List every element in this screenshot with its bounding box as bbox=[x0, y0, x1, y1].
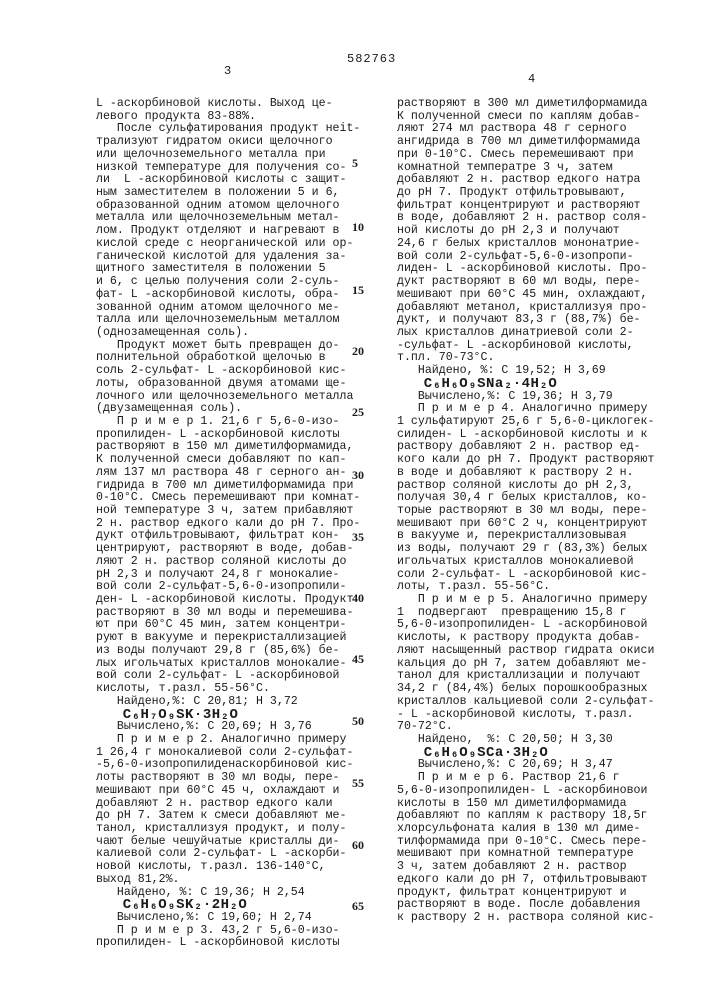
text-line: ют при 60°С 45 мин, затем концентри- bbox=[96, 619, 360, 632]
text-line: раствору добавляют 2 н. раствор ед- bbox=[397, 441, 654, 454]
text-line: 1 подвергают превращению 15,8 г bbox=[397, 607, 654, 620]
chemical-formula: C₆H₇O₉SK·3H₂O bbox=[96, 709, 360, 722]
text-line: После сульфатирования продукт неit- bbox=[96, 123, 360, 136]
text-line: К полученной смеси по каплям добав- bbox=[397, 111, 654, 124]
page-number-left: 3 bbox=[224, 64, 232, 78]
text-line: мешивают при 60°С 45 ч, охлаждают и bbox=[96, 785, 360, 798]
text-line: - L -аскорбиновой кислоты, т.разл. bbox=[397, 709, 654, 722]
text-line: Найдено, %: С 19,52; Н 3,69 bbox=[397, 365, 654, 378]
text-line: Продукт может быть превращен до- bbox=[96, 340, 360, 353]
text-line: кислоты, к раствору продукта добав- bbox=[397, 632, 654, 645]
text-line: П р и м е р 3. 43,2 г 5,6-0-изо- bbox=[96, 925, 360, 938]
text-line: пропилиден- L -аскорбиновой кислоты bbox=[96, 429, 360, 442]
text-line: едкого кали до рН 7, отфильтровывают bbox=[397, 874, 654, 887]
text-line: лых кристаллов динатриевой соли 2- bbox=[397, 327, 654, 340]
line-number: 55 bbox=[352, 776, 364, 791]
text-line: зованной одним атомом щелочного ме- bbox=[96, 302, 360, 315]
text-line: L -аскорбиновой кислоты. Выход це- bbox=[96, 98, 360, 111]
text-line: Вычислено,%: С 20,69; Н 3,76 bbox=[96, 721, 360, 734]
text-line: выход 81,2%. bbox=[96, 874, 360, 887]
text-line: низкой температуре для получения со- bbox=[96, 162, 360, 175]
text-line: вой соли 2-сульфат-5,6-0-изопропи- bbox=[397, 251, 654, 264]
text-line: лых игольчатых кристаллов монокалие- bbox=[96, 658, 360, 671]
text-line: до рН 7. Продукт отфильтровывают, bbox=[397, 187, 654, 200]
text-line: 34,2 г (84,4%) белых порошкообразных bbox=[397, 683, 654, 696]
text-line: танол, кристаллизуя продукт, и полу- bbox=[96, 823, 360, 836]
text-line: П р и м е р 4. Аналогично примеру bbox=[397, 403, 654, 416]
text-line: 5,6-0-изопропилиден- L -аскорбиновои bbox=[397, 785, 654, 798]
text-line: хлорсульфоната калия в 130 мл диме- bbox=[397, 823, 654, 836]
text-line: дукт, и получают 83,3 г (88,7%) бе- bbox=[397, 314, 654, 327]
text-line: 5,6-0-изопропилиден- L -аскорбиновой bbox=[397, 619, 654, 632]
text-line: добавляют метанол, кристаллизуя про- bbox=[397, 302, 654, 315]
text-line: соль 2-сульфат- L -аскорбиновой кис- bbox=[96, 365, 360, 378]
text-line: соли 2-сульфат- L -аскорбиновой кис- bbox=[397, 569, 654, 582]
text-line: 1 26,4 г монокалиевой соли 2-сульфат- bbox=[96, 747, 360, 760]
text-line: кристаллов кальциевой соли 2-сульфат- bbox=[397, 696, 654, 709]
line-number: 45 bbox=[352, 652, 364, 667]
text-line: 3 ч, затем добавляют 2 н. раствор bbox=[397, 861, 654, 874]
text-line: центрируют, растворяют в воде, добав- bbox=[96, 543, 360, 556]
text-line: ляют 2 н. раствор соляной кислоты до bbox=[96, 556, 360, 569]
text-line: (однозамещенная соль). bbox=[96, 327, 360, 340]
text-line: Найдено, %: С 19,36; Н 2,54 bbox=[96, 887, 360, 900]
text-line: гидрида в 700 мл диметилформамида при bbox=[96, 480, 360, 493]
text-line: трализуют гидратом окиси щелочного bbox=[96, 136, 360, 149]
text-line: рН 2,3 и получают 24,8 г монокалие- bbox=[96, 569, 360, 582]
text-line: добавляют по каплям к раствору 18,5г bbox=[397, 810, 654, 823]
text-line: 24,6 г белых кристаллов мононатрие- bbox=[397, 238, 654, 251]
line-number: 30 bbox=[352, 468, 364, 483]
text-line: ден- L -аскорбиновой кислоты. Продукт bbox=[96, 594, 360, 607]
patent-number: 582763 bbox=[347, 52, 396, 66]
text-line: руют в вакууме и перекристаллизацией bbox=[96, 632, 360, 645]
text-line: Вычислено,%: С 19,60; Н 2,74 bbox=[96, 912, 360, 925]
text-line: образованной одним атомом щелочного bbox=[96, 200, 360, 213]
text-line: комнатной температре 3 ч, затем bbox=[397, 162, 654, 175]
text-line: Вычислено,%: С 20,69; Н 3,47 bbox=[397, 759, 654, 772]
line-number: 15 bbox=[352, 283, 364, 298]
text-line: растворяют в 300 мл диметилформамида bbox=[397, 98, 654, 111]
text-line: из воды получают 29,8 г (85,6%) бе- bbox=[96, 645, 360, 658]
text-line: лоты, образованной двумя атомами ще- bbox=[96, 378, 360, 391]
text-line: кальция до рН 7, затем добавляют ме- bbox=[397, 658, 654, 671]
text-line: кислоты, т.разл. 55-56°С. bbox=[96, 683, 360, 696]
text-line: П р и м е р 1. 21,6 г 5,6-0-изо- bbox=[96, 416, 360, 429]
text-line: лочного или щелочноземельного металла bbox=[96, 391, 360, 404]
text-line: мешивают при 60°С 45 мин, охлаждают, bbox=[397, 289, 654, 302]
text-line: 2 н. раствор едкого кали до рН 7. Про- bbox=[96, 518, 360, 531]
text-line: растворяют в воде. После добавления bbox=[397, 899, 654, 912]
text-line: кислой среде с неорганической или ор- bbox=[96, 238, 360, 251]
text-line: лоты, т.разл. 55-56°С. bbox=[397, 581, 654, 594]
line-number: 25 bbox=[352, 405, 364, 420]
text-line: лом. Продукт отделяют и нагревают в bbox=[96, 225, 360, 238]
text-line: чают белые чешуйчатые кристаллы ди- bbox=[96, 836, 360, 849]
text-line: получая 30,4 г белых кристаллов, ко- bbox=[397, 492, 654, 505]
page-number-right: 4 bbox=[528, 72, 536, 86]
text-line: ляют 274 мл раствора 48 г серного bbox=[397, 123, 654, 136]
text-line: вой соли 2-сульфат- L -аскорбиновой bbox=[96, 670, 360, 683]
text-line: мешивают при 60°С 2 ч, концентрируют bbox=[397, 518, 654, 531]
text-line: Найдено,%: С 20,81; Н 3,72 bbox=[96, 696, 360, 709]
text-line: фат- L -аскорбиновой кислоты, обра- bbox=[96, 289, 360, 302]
text-line: 0-10°С. Смесь перемешивают при комнат- bbox=[96, 492, 360, 505]
text-line: щитного заместителя в положении 5 bbox=[96, 263, 360, 276]
text-line: раствор соляной кислоты до рН 2,3, bbox=[397, 480, 654, 493]
text-line: Вычислено,%: С 19,36; Н 3,79 bbox=[397, 391, 654, 404]
text-line: полнительной обработкой щелочью в bbox=[96, 352, 360, 365]
line-number: 5 bbox=[352, 156, 358, 171]
text-line: калиевой соли 2-сульфат- L -аскорби- bbox=[96, 848, 360, 861]
text-line: т.пл. 70-73°С. bbox=[397, 352, 654, 365]
text-line: в воде и добавляют к раствору 2 н. bbox=[397, 467, 654, 480]
text-line: силиден- L -аскорбиновой кислоты и к bbox=[397, 429, 654, 442]
text-line: добавляют 2 н. раствор едкого натра bbox=[397, 174, 654, 187]
text-line: ангидрида в 700 мл диметилформамида bbox=[397, 136, 654, 149]
text-line: П р и м е р 5. Аналогично примеру bbox=[397, 594, 654, 607]
text-line: в вакууме и, перекристаллизовывая bbox=[397, 530, 654, 543]
text-line: П р и м е р 2. Аналогично примеру bbox=[96, 734, 360, 747]
text-line: металла или щелочноземельным метал- bbox=[96, 212, 360, 225]
chemical-formula: C₆H₆O₉SCa·3H₂O bbox=[397, 747, 654, 760]
line-number: 60 bbox=[352, 838, 364, 853]
text-line: вой соли 2-сульфат-5,6-0-изопропили- bbox=[96, 581, 360, 594]
line-number: 10 bbox=[352, 220, 364, 235]
text-line: тилформамида при 0-10°С. Смесь пере- bbox=[397, 836, 654, 849]
text-line: пропилиден- L -аскорбиновой кислоты bbox=[96, 937, 360, 950]
text-line: ли L -аскорбиновой кислоты с защит- bbox=[96, 174, 360, 187]
text-line: фильтрат концентрируют и растворяют bbox=[397, 200, 654, 213]
text-line: мешивают при комнатной температуре bbox=[397, 848, 654, 861]
text-line: ганической кислотой для удаления за- bbox=[96, 251, 360, 264]
chemical-formula: C₆H₆O₉SK₂·2H₂O bbox=[96, 899, 360, 912]
text-line: лиден- L -аскорбиновой кислоты. Про- bbox=[397, 263, 654, 276]
text-line: при 0-10°С. Смесь перемешивают при bbox=[397, 149, 654, 162]
text-line: торые растворяют в 30 мл воды, пере- bbox=[397, 505, 654, 518]
text-line: кислоты в 150 мл диметилформамида bbox=[397, 798, 654, 811]
text-line: дукт растворяют в 60 мл воды, пере- bbox=[397, 276, 654, 289]
text-line: растворяют в 30 мл воды и перемешива- bbox=[96, 607, 360, 620]
text-line: ляют насыщенный раствор гидрата окиси bbox=[397, 645, 654, 658]
text-line: 1 сульфатируют 25,6 г 5,6-0-циклогек- bbox=[397, 416, 654, 429]
text-line: дукт отфильтровывают, фильтрат кон- bbox=[96, 530, 360, 543]
text-line: левого продукта 83-88%. bbox=[96, 111, 360, 124]
text-line: танол для кристаллизации и получают bbox=[397, 670, 654, 683]
text-line: К полученной смеси добавляют по кап- bbox=[96, 454, 360, 467]
text-line: -5,6-0-изопропилиденаскорбиновой кис- bbox=[96, 759, 360, 772]
text-line: кого кали до рН 7. Продукт растворяют bbox=[397, 454, 654, 467]
line-number: 65 bbox=[352, 899, 364, 914]
text-line: до рН 7. Затем к смеси добавляют ме- bbox=[96, 810, 360, 823]
line-number: 40 bbox=[352, 591, 364, 606]
left-text-column bbox=[96, 98, 360, 950]
line-number: 20 bbox=[352, 344, 364, 359]
text-line: добавляют 2 н. раствор едкого кали bbox=[96, 798, 360, 811]
text-line: к раствору 2 н. раствора соляной кис- bbox=[397, 912, 654, 925]
line-number: 50 bbox=[352, 714, 364, 729]
text-line: Найдено, %: С 20,50; Н 3,30 bbox=[397, 734, 654, 747]
text-line: лоты растворяют в 30 мл воды, пере- bbox=[96, 772, 360, 785]
chemical-formula: C₆H₆O₉SNa₂·4H₂O bbox=[397, 378, 654, 391]
text-line: ной кислоты до рН 2,3 и получают bbox=[397, 225, 654, 238]
text-line: новой кислоты, т.разл. 136-140°С, bbox=[96, 861, 360, 874]
text-line: или щелочноземельного металла при bbox=[96, 149, 360, 162]
text-line: 70-72°С. bbox=[397, 721, 654, 734]
text-line: талла или щелочноземельным металлом bbox=[96, 314, 360, 327]
line-number: 35 bbox=[352, 530, 364, 545]
text-line: П р и м е р 6. Раствор 21,6 г bbox=[397, 772, 654, 785]
text-line: и 6, с целью получения соли 2-суль- bbox=[96, 276, 360, 289]
text-line: -сульфат- L -аскорбиновой кислоты, bbox=[397, 340, 654, 353]
text-line: растворяют в 150 мл диметилформамида, bbox=[96, 441, 360, 454]
text-line: игольчатых кристаллов монокалиевой bbox=[397, 556, 654, 569]
text-line: из воды, получают 29 г (83,3%) белых bbox=[397, 543, 654, 556]
text-line: ным заместителем в положении 5 и 6, bbox=[96, 187, 360, 200]
text-line: в воде, добавляют 2 н. раствор соля- bbox=[397, 212, 654, 225]
right-text-column bbox=[397, 98, 654, 925]
text-line: (двузамещенная соль). bbox=[96, 403, 360, 416]
text-line: ной температуре 3 ч, затем прибавляют bbox=[96, 505, 360, 518]
text-line: продукт, фильтрат концентрируют и bbox=[397, 887, 654, 900]
text-line: лям 137 мл раствора 48 г серного ан- bbox=[96, 467, 360, 480]
